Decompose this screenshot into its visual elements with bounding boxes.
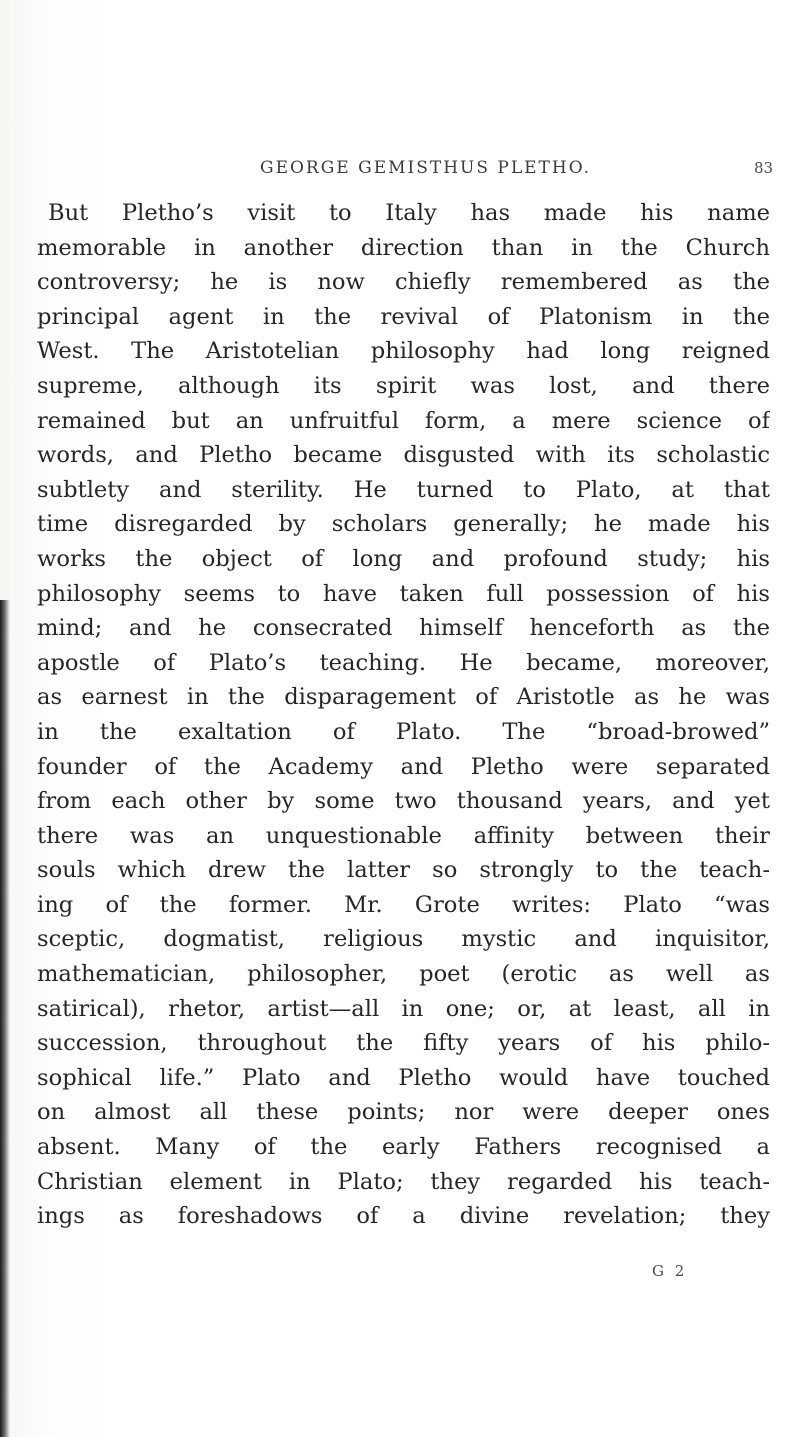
- text-line: principal agent in the revival of Platonism in the: [37, 303, 770, 330]
- text-line: supreme, although its spirit was lost, and there: [37, 372, 770, 399]
- text-line: time disregarded by scholars generally; he made his: [37, 511, 770, 538]
- text-line: memorable in another direction than in the Church: [37, 234, 770, 261]
- text-line: But Pletho’s visit to Italy has made his name: [48, 200, 770, 226]
- text-line: sceptic, dogmatist, religious mystic and inquisitor,: [37, 926, 770, 953]
- text-line: sophical life.” Plato and Pletho would have touched: [37, 1064, 770, 1091]
- text-line: remained but an unfruitful form, a mere science of: [37, 407, 770, 434]
- text-line: works the object of long and profound study; his: [37, 545, 770, 572]
- text-line: on almost all these points; nor were deeper ones: [37, 1099, 770, 1126]
- text-line: mathematician, philosopher, poet (erotic as well as: [37, 961, 770, 988]
- text-line: subtlety and sterility. He turned to Plato, at that: [37, 476, 770, 503]
- text-line: controversy; he is now chiefly remembered as the: [37, 269, 770, 296]
- text-line: souls which drew the latter so strongly to the teach-: [37, 857, 770, 884]
- running-title: GEORGE GEMISTHUS PLETHO.: [260, 158, 592, 178]
- text-line: there was an unquestionable affinity between their: [37, 822, 770, 849]
- page-number: 83: [754, 159, 774, 177]
- text-line: from each other by some two thousand years, and yet: [37, 788, 770, 815]
- text-line: satirical), rhetor, artist—all in one; or, at least, all in: [37, 995, 770, 1022]
- text-line: philosophy seems to have taken full possession of his: [37, 580, 770, 607]
- text-line: words, and Pletho became disgusted with its scholastic: [37, 442, 770, 469]
- signature-mark: G 2: [652, 1262, 688, 1280]
- text-line: mind; and he consecrated himself henceforth as the: [37, 615, 770, 642]
- text-line: Christian element in Plato; they regarded his teach-: [37, 1168, 770, 1195]
- running-head: [0, 158, 800, 184]
- body-paragraph: [37, 196, 770, 1234]
- text-line: in the exaltation of Plato. The “broad-browed”: [37, 718, 770, 745]
- page-edge-shadow: [0, 600, 10, 1437]
- text-line: apostle of Plato’s teaching. He became, moreover,: [37, 649, 770, 676]
- text-line: succession, throughout the fifty years of his philo-: [37, 1030, 770, 1057]
- text-line: ings as foreshadows of a divine revelation; they: [37, 1203, 770, 1230]
- text-line: West. The Aristotelian philosophy had long reigned: [37, 338, 770, 365]
- text-line: as earnest in the disparagement of Aristotle as he was: [37, 684, 770, 711]
- text-line: ing of the former. Mr. Grote writes: Plato “was: [37, 891, 770, 918]
- text-line: founder of the Academy and Pletho were separated: [37, 753, 770, 780]
- text-line: absent. Many of the early Fathers recognised a: [37, 1134, 770, 1161]
